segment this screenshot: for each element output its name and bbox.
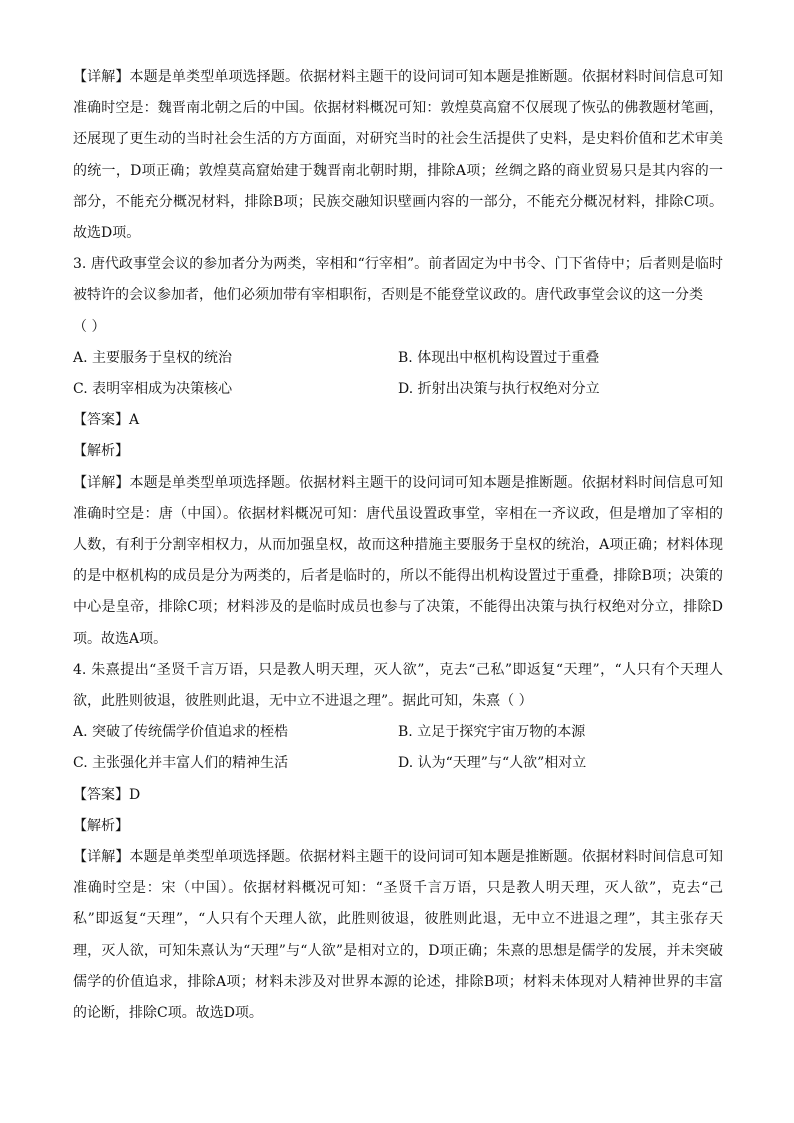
q3-option-b: B. 体现出中枢机构设置过于重叠 — [398, 349, 600, 366]
q2-detail-paragraph: 【详解】本题是单类型单项选择题。依据材料主题干的设问词可知本题是推断题。依据材料时间信息可知准确时空是：魏晋南北朝之后的中国。依据材料概况可知：敦煌莫高窟不仅展现了恢弘的佛教题材笔画，还展现了更生动的当时社会生活的方方面面，对研究当时的社会生活提供了史料，是史料价值和艺术审美的统一，D项正确；敦煌莫高窟始建于魏晋南北朝时期，排除A项；丝绸之路的商业贸易只是其内容的一部分，不能充分概况材料，排除B项；民族交融知识壁画内容的一部分，不能充分概况材料，排除C项。故选D项。 — [73, 69, 723, 242]
q4-option-d: D. 认为“天理”与“人欲”相对立 — [398, 755, 587, 772]
q3-options-row-1 — [73, 343, 723, 374]
q3-option-d: D. 折射出决策与执行权绝对分立 — [398, 381, 600, 398]
q4-options-row-1 — [73, 717, 723, 748]
q4-option-c: C. 主张强化并丰富人们的精神生活 — [73, 755, 289, 772]
q3-answer: 【答案】A — [73, 412, 140, 429]
q4-option-b: B. 立足于探究宇宙万物的本源 — [398, 724, 586, 741]
q4-detail-paragraph: 【详解】本题是单类型单项选择题。依据材料主题干的设问词可知本题是推断题。依据材料时间信息可知准确时空是：宋（中国）。依据材料概况可知：“圣贤千言万语，只是教人明天理，灭人欲”，克去“己私”即返复“天理”，“人只有个天理人欲，此胜则彼退，彼胜则此退，无中立不进退之理”，其主张存天理，灭人欲，可知朱熹认为“天理”与“人欲”是相对立的，D项正确；朱熹的思想是儒学的发展，并未突破儒学的价值追求，排除A项；材料未涉及对世界本源的论述，排除B项；材料未体现对人精神世界的丰富的论断，排除C项。故选D项。 — [73, 849, 723, 1022]
document-page — [73, 62, 723, 1029]
q4-option-a: A. 突破了传统儒学价值追求的桎梏 — [73, 724, 289, 741]
q4-stem: 4. 朱熹提出“圣贤千言万语，只是教人明天理，灭人欲”，克去“己私”即返复“天理”，“人只有个天理人欲，此胜则彼退，彼胜则此退，无中立不进退之理”。据此可知，朱熹（ ） — [73, 661, 723, 710]
q3-stem: 3. 唐代政事堂会议的参加者分为两类，宰相和“行宰相”。前者固定为中书令、门下省侍中；后者则是临时被特许的会议参加者，他们必须加带有宰相职衔，否则是不能登堂议政的。唐代政事堂会议的这一分类 — [73, 256, 723, 304]
q4-analysis-label: 【解析】 — [73, 817, 129, 834]
q3-options-row-2 — [73, 374, 723, 405]
q3-detail-paragraph: 【详解】本题是单类型单项选择题。依据材料主题干的设问词可知本题是推断题。依据材料时间信息可知准确时空是：唐（中国）。依据材料概况可知：唐代虽设置政事堂，宰相在一齐议政，但是增加了宰相的人数，有利于分割宰相权力，从而加强皇权，故而这种措施主要服务于皇权的统治，A项正确；材料体现的是中枢机构的成员是分为两类的，后者是临时的，所以不能得出机构设置过于重叠，排除B项；决策的中心是皇帝，排除C项；材料涉及的是临时成员也参与了决策，不能得出决策与执行权绝对分立，排除D项。故选A项。 — [73, 474, 723, 647]
q3-option-a: A. 主要服务于皇权的统治 — [73, 349, 233, 366]
q3-option-c: C. 表明宰相成为决策核心 — [73, 381, 233, 398]
q4-answer: 【答案】D — [73, 786, 141, 803]
q3-bracket: （ ） — [73, 318, 106, 335]
q4-options-row-2 — [73, 748, 723, 779]
q3-analysis-label: 【解析】 — [73, 443, 129, 460]
